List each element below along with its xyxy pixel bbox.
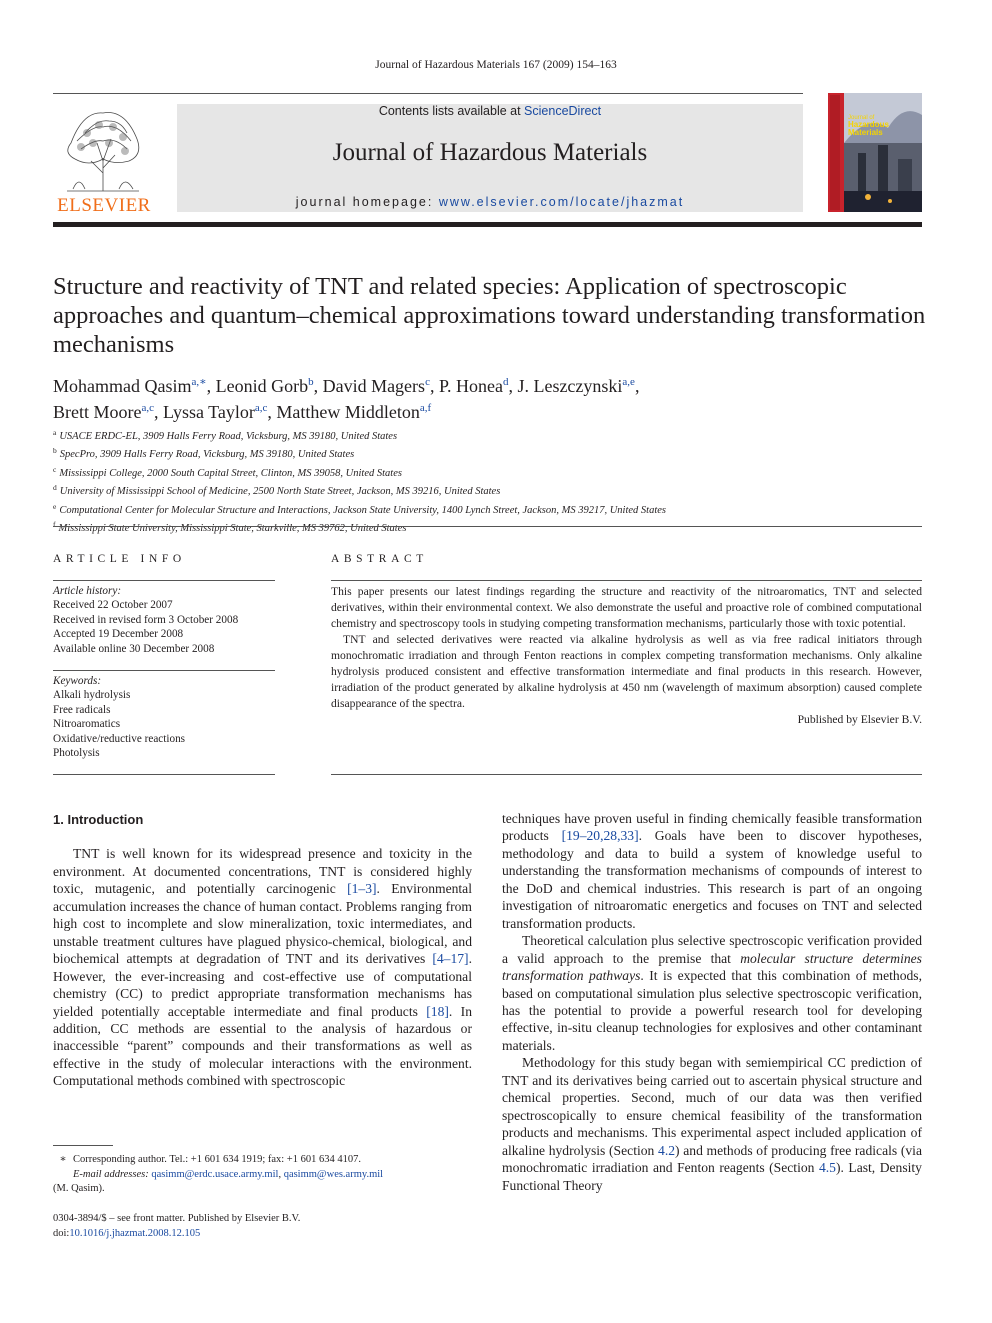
body-paragraph [53,845,472,1089]
abstract-heading: ABSTRACT [331,553,428,565]
article-title: Structure and reactivity of TNT and related species: Application of spectroscopic approaches and quantum–chemical approximations toward understanding transformation mechanisms [53,273,926,358]
history-entry: Available online 30 December 2008 [53,642,215,655]
affiliation [53,426,933,444]
text-run: . However, the ever-increasing and cost-effective use of computational chemistry (CC) to predict appropriate transformation mechanisms has yielded potentially acceptable intermediate and final products [53,951,472,1019]
affiliation-text: Mississippi College, 2000 South Capital Street, Clinton, MS 39058, United States [59,467,402,479]
author-separator: , [313,376,323,396]
author-affiliation-marker[interactable]: d [502,376,509,388]
corresponding-author-text: Corresponding author. Tel.: +1 601 634 1919; fax: +1 601 634 4107. [73,1154,361,1165]
affiliation-key: d [53,483,57,493]
text-run: . Goals have been to discover hypotheses, methodology and data to build a system of knowledge useful to understanding the transformation mechanisms of compounds of interest to the DoD and chemical industries. This research is part of an ongoing investigation of nitroaromatic energetics and focuses on TNT and selected transformation products. [502,828,922,931]
affiliation [53,500,933,518]
author-separator: , [634,376,640,396]
citation-link[interactable]: 4.5 [818,1160,836,1176]
contents-available-line [177,104,803,118]
email-separator: , [278,1168,284,1180]
cover-title-line: Hazardous [848,120,889,129]
text-run: . Environmental accumulation increases the chance of human contact. Problems ranging from high cost to incomplete and slow mineralization, toxic intermediates, and unstable treatment cultures have plagued physico-chemical, biological, and biochemical attempts at degradation of TNT and its derivatives [53,881,472,967]
emphasized-text: molecular structure determines transformation pathways [502,950,922,984]
contents-prefix: Contents lists available at [378,104,525,118]
text-run: ) and methods of producing free radicals (via monochromatic irradiation and Fenton reagents (Section [502,1142,922,1176]
header-top-rule [53,93,803,94]
author-name: Leonid Gorb [215,376,309,396]
journal-cover-image [828,93,922,212]
text-run: techniques have proven useful in finding chemically feasible transformation products [502,811,922,844]
body-column-right [502,810,922,1194]
front-matter [53,1212,493,1241]
article-history-label: Article history: [53,585,122,597]
abstract-text [331,584,922,728]
history-entry: Received 22 October 2007 [53,599,173,612]
affiliation-key: c [53,464,57,474]
email-link[interactable]: qasimm@erdc.usace.army.mil [151,1168,279,1180]
history-entry: Accepted 19 December 2008 [53,628,184,641]
author-separator: , [154,402,163,422]
corresponding-author-note [53,1153,493,1168]
abstract-rule [331,774,922,775]
header-thick-rule [53,222,922,227]
issn-line: 0304-3894/$ – see front matter. Published by Elsevier B.V. [53,1213,301,1224]
author-list [53,371,933,423]
article-history [53,584,275,656]
text-run: ). Last, Density Functional Theory [502,1160,922,1193]
author-name: David Magers [322,376,426,396]
author-name: Lyssa Taylor [163,402,255,422]
keywords-block [53,674,275,760]
text-run: Methodology for this study began with semiempirical CC prediction of TNT and its derivatives being carried out to ascertain physical structure and chemical properties. Second, much of our data was then verified spectroscopically to ensure chemical feasibility of the transformation products and mechanisms. This experimental aspect included application of alkaline hydrolysis (Section [502,1055,922,1158]
doi-link[interactable]: 10.1016/j.jhazmat.2008.12.105 [69,1227,201,1239]
author-name: Mohammad Qasim [53,376,192,396]
footnotes [53,1153,493,1197]
author-name: Matthew Middleton [276,402,420,422]
citation-link[interactable]: [4–17] [432,951,469,967]
affiliation-text: Computational Center for Molecular Structure and Interactions, Jackson State University, 1400 Lynch Street, Jackson, MS 39217, United States [59,504,666,516]
author-name: P. Honea [438,376,503,396]
affiliation-key: a [53,428,57,437]
citation-link[interactable]: [1–3] [347,881,377,897]
citation-link[interactable]: [19–20,28,33] [561,828,639,844]
affiliation-text: USACE ERDC-EL, 3909 Halls Ferry Road, Vicksburg, MS 39180, United States [59,431,398,442]
author-affiliation-marker[interactable]: a,e [622,376,635,388]
affiliation [53,444,933,462]
keyword: Alkali hydrolysis [53,689,131,702]
author-line [53,397,933,423]
cover-title-line: Journal of [848,115,875,121]
affiliation-text: SpecPro, 3909 Halls Ferry Road, Vicksburg, MS 39180, United States [59,449,355,461]
article-info-rule [53,580,275,581]
history-entry: Received in revised form 3 October 2008 [53,613,239,626]
journal-reference: Journal of Hazardous Materials 167 (2009) 154–163 [375,59,617,71]
body-paragraph [502,810,922,932]
section-heading-introduction: 1. Introduction [53,812,144,827]
author-name: J. Leszczynski [517,376,623,396]
elsevier-wordmark: ELSEVIER [57,195,151,216]
author-separator: , [206,376,216,396]
affiliation-list [53,426,933,536]
keywords-label: Keywords: [53,675,102,687]
affiliation-key: f [53,520,56,530]
affiliation-divider [53,526,922,527]
abstract-paragraph: TNT and selected derivatives were reacted via alkaline hydrolysis as well as via free radical initiators through monochromatic irradiation and through Fenton reactions in complex competing transformation mechanisms. Only alkaline hydrolysis produced consistent and effective transformation intermediate and final products in this research. However, irradiation of the product generated by alkaline hydrolysis at 450 nm (wavelength of maximum absorption) caused complete disappearance of the spectra. [331,633,922,710]
affiliation-text: Mississippi State University, Mississippi State, Starkville, MS 39762, United States [58,523,407,535]
abstract-paragraph: This paper presents our latest findings regarding the structure and reactivity of the nitroaromatics, TNT and selected derivatives, within their environmental context. We also demonstrate the useful and proactive role of combined computational chemistry and spectroscopy tools in studying competing transformation mechanisms, particularly those with toxic potential. [331,585,922,630]
keyword: Photolysis [53,747,100,760]
footnote-rule [53,1145,113,1146]
text-run: TNT is well known for its widespread presence and toxicity in the environment. At documented concentrations, TNT is considered highly toxic, mutagenic, and potentially carcinogenic [53,846,472,897]
email-owner: (M. Qasim). [53,1183,105,1195]
article-info-rule [53,774,275,775]
text-run: . It is expected that this combination of methods, based on computational simulation plus selective spectroscopic verification, has the potential to provide a powerful research tool for developing effective, in-situ cleanup technologies for explosives and other contaminant materials. [502,968,922,1053]
article-info-heading: ARTICLE INFO [53,553,186,565]
journal-homepage-line [177,195,803,209]
doi-line [53,1227,493,1242]
email-line [53,1168,493,1183]
author-affiliation-marker[interactable]: a,c [141,402,154,414]
body-paragraph [502,1054,922,1194]
keyword-list [53,688,275,760]
author-affiliation-marker[interactable]: b [308,376,314,388]
abstract-rule [331,580,922,581]
citation-link[interactable]: [18] [426,1003,449,1019]
journal-title: Journal of Hazardous Materials [332,139,648,166]
corresponding-mark: ∗ [59,1154,67,1165]
sciencedirect-link[interactable]: ScienceDirect [524,104,602,118]
author-affiliation-marker[interactable]: a,f [419,402,432,414]
doi-prefix: doi: [53,1227,70,1239]
affiliation-key: e [53,501,57,511]
homepage-prefix: journal homepage: [295,195,439,209]
author-affiliation-marker[interactable]: a,c [254,402,268,414]
affiliation-key: b [53,446,57,456]
affiliation [53,481,933,499]
history-list [53,598,275,656]
text-run: Theoretical calculation plus selective spectroscopic verification provided a valid approach to the premise that [502,933,922,966]
email-link[interactable]: qasimm@wes.army.mil [283,1168,384,1180]
author-separator: , [267,402,277,422]
journal-homepage-link[interactable]: www.elsevier.com/locate/jhazmat [438,195,685,209]
affiliation-text: University of Mississippi School of Medicine, 2500 North State Street, Jackson, MS 39216, United States [59,486,501,498]
body-column-left [53,810,472,1090]
affiliation [53,518,933,536]
email-label: E-mail addresses: [73,1168,149,1180]
author-affiliation-marker[interactable]: a,∗ [191,376,207,388]
author-name: Brett Moore [53,402,142,422]
article-info-rule [53,670,275,671]
affiliation [53,463,933,481]
author-separator: , [508,376,518,396]
body-paragraph [502,932,922,1054]
keyword: Free radicals [53,703,111,716]
keyword: Nitroaromatics [53,718,121,731]
publisher-note: Published by Elsevier B.V. [797,713,922,726]
author-affiliation-marker[interactable]: c [425,376,430,388]
author-line [53,371,933,397]
citation-link[interactable]: 4.2 [658,1142,676,1158]
cover-title-line: Materials [848,128,883,137]
keyword: Oxidative/reductive reactions [53,732,186,745]
text-run: . In addition, CC methods are essential to the analysis of hazardous or inaccessible “parent” compounds and their transformations as well as effective in the study of molecular interactions with the environment. Computational methods combined with spectroscopic [53,1003,472,1089]
author-separator: , [429,376,439,396]
